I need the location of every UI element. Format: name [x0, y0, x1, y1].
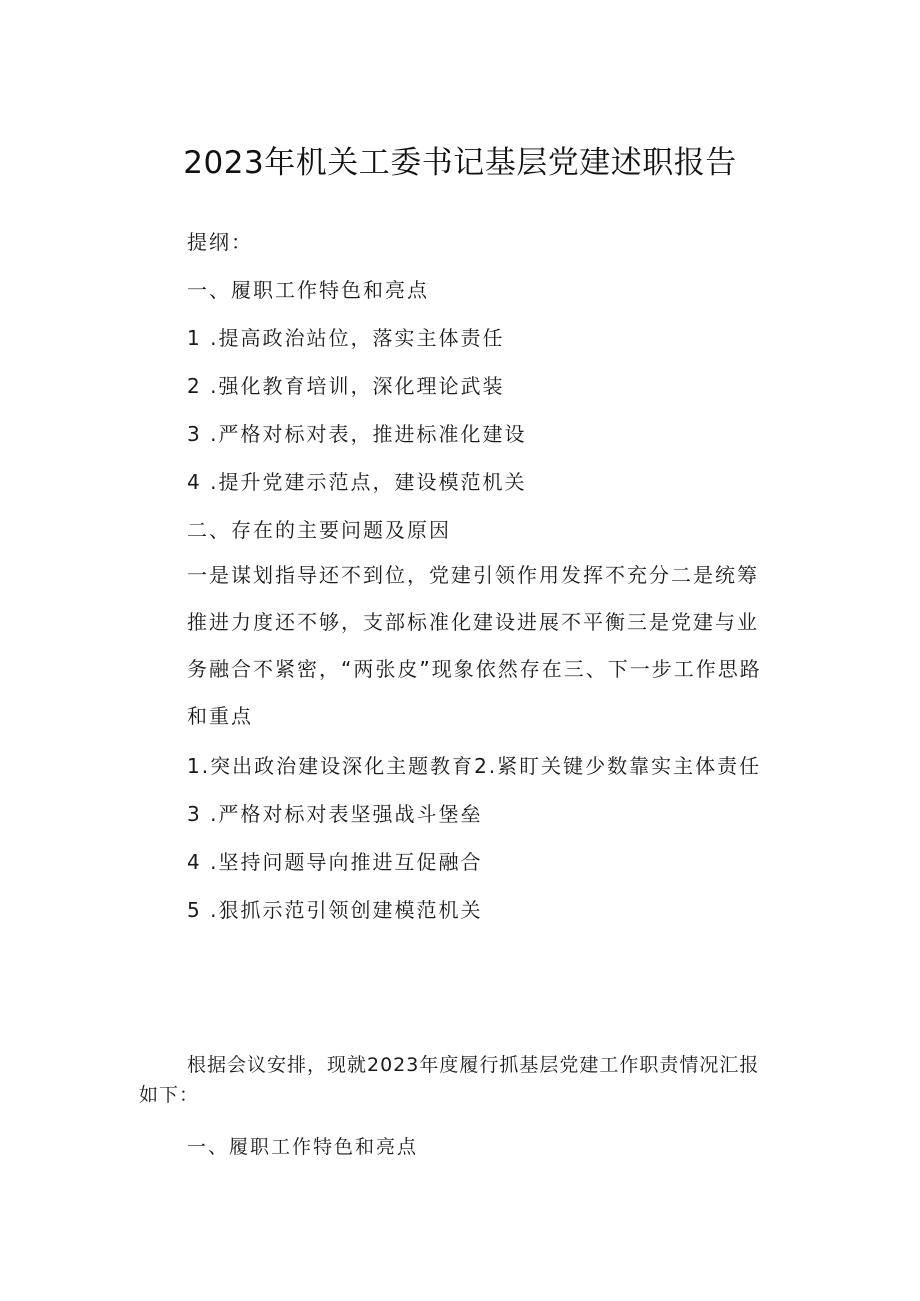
- outline-item: 5 .狠抓示范引领创建模范机关: [187, 898, 483, 922]
- outline-label: 提纲：: [187, 230, 253, 254]
- outline-section-2-paragraph: 一是谋划指导还不到位，党建引领作用发挥不充分二是统筹推进力度还不够，支部标准化建设进展不平衡三是党建与业务融合不紧密，“两张皮”现象依然存在三、下一步工作思路和重点: [187, 563, 762, 728]
- intro-paragraph: 根据会议安排，现就2023年度履行抓基层党建工作职责情况汇报如下：: [139, 1054, 760, 1106]
- outline-item: 4 .坚持问题导向推进互促融合: [187, 850, 483, 874]
- outline-item: 1.突出政治建设深化主题教育2.紧盯关键少数靠实主体责任: [187, 754, 762, 778]
- outline-item: 4 .提升党建示范点，建设模范机关: [187, 470, 527, 494]
- body-section: [139, 1050, 769, 1162]
- body-heading-1: 一、履职工作特色和亮点: [187, 1136, 419, 1158]
- outline-item: 2 .强化教育培训，深化理论武装: [187, 374, 505, 398]
- outline-item: 3 .严格对标对表，推进标准化建设: [187, 422, 527, 446]
- outline-item: 3 .严格对标对表坚强战斗堡垒: [187, 802, 483, 826]
- outline-section-2-heading: 二、存在的主要问题及原因: [187, 518, 451, 542]
- document-title: 2023年机关工委书记基层党建述职报告: [183, 145, 737, 181]
- outline-section-1-heading: 一、履职工作特色和亮点: [187, 278, 429, 302]
- outline-item: 1 .提高政治站位，落实主体责任: [187, 326, 505, 350]
- outline-section: [187, 228, 787, 924]
